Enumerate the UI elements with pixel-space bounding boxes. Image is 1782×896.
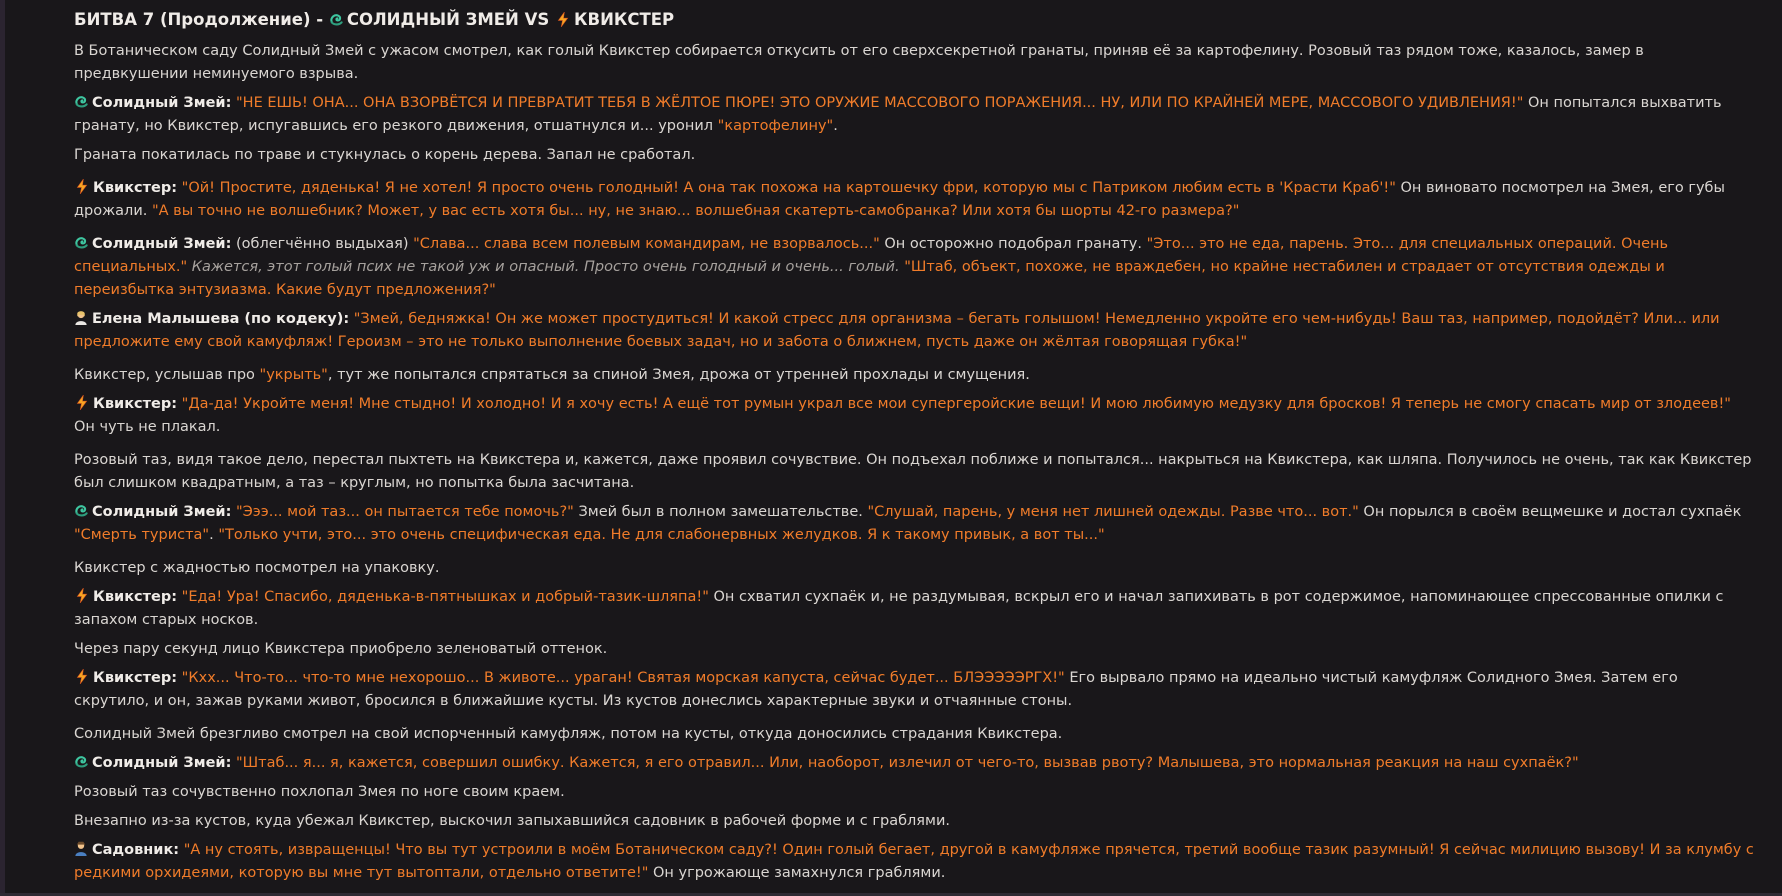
quote: "Штаб... я... я, кажется, совершил ошибку. Кажется, я его отравил... Или, наоборот, излечил от чего-то, вызвав рвоту? Малышева, это нормальная реакция на наш сухпаёк?" bbox=[231, 755, 1579, 771]
lightning-icon bbox=[76, 669, 88, 684]
title-name-snake: СОЛИДНЫЙ ЗМЕЙ VS bbox=[346, 10, 550, 29]
lightning-icon bbox=[557, 12, 569, 27]
quote: "Штаб, объект, похоже, не враждебен, но крайне нестабилен и страдает от отсутствия одежды и переизбытка энтузиазма. Какие будут предложения?" bbox=[74, 259, 1665, 298]
speaker-name: Солидный Змей: bbox=[92, 504, 232, 520]
speaker-name: Квикстер: bbox=[93, 396, 178, 412]
quote: "Еда! Ура! Спасибо, дяденька-в-пятнышках и добрый-тазик-шляпа!" bbox=[177, 589, 709, 605]
dialogue-quickster: Квикстер: "Ой! Простите, дяденька! Я не хотел! Я просто очень голодный! А она так похожа на картошечку фри, которую мы с Патриком любим есть в 'Красти Краб'!" Он виновато посмотрел на Змея, его губы дрожали. "А вы точно не волшебник? Может, у вас есть хотя бы... ну, не знаю... волшебная скатерть-самобранка? Или хотя бы шорты 42-го размера?" bbox=[74, 180, 1725, 219]
dialogue-quickster: Квикстер: "Да-да! Укройте меня! Мне стыдно! И холодно! И я хочу есть! А ещё тот румын украл все мои супергеройские вещи! И мою любимую медузку для бросков! Я теперь не смогу спасать мир от злодеев!" Он чуть не плакал. bbox=[74, 396, 1731, 435]
speaker-name: Солидный Змей: bbox=[92, 236, 232, 252]
snake-icon bbox=[74, 754, 89, 769]
snake-icon bbox=[74, 503, 89, 518]
lightning-icon bbox=[76, 588, 88, 603]
quote: "Это... это не еда, парень. Это... для специальных операций. Очень специальных." bbox=[74, 236, 1669, 275]
narration-paragraph: Розовый таз, видя такое дело, перестал пыхтеть на Квикстера и, кажется, даже проявил сочувствие. Он подъехал поближе и попытался... накрыться на Квикстера, как шляпа. Получилось не очень, так как Квикстер был слишком квадратным, а таз – круглым, но попытка была засчитана. bbox=[74, 452, 1752, 491]
quote: "А ну стоять, извращенцы! Что вы тут устроили в моём Ботаническом саду?! Один голый бегает, другой в камуфляже прячется, третий вообще тазик разумный! Я сейчас милицию вызову! И за клумбу с редкими орхидеями, которую вы мне тут вытоптали, отдельно ответите!" bbox=[74, 842, 1754, 881]
narration-paragraph: В Ботаническом саду Солидный Змей с ужасом смотрел, как голый Квикстер собирается откусить от его сверхсекретной гранаты, приняв её за картофелину. Розовый таз рядом тоже, казалось, замер в предвкушении неминуемого взрыва. bbox=[74, 43, 1644, 82]
quote: "Слава... слава всем полевым командирам, не взорвалось..." bbox=[413, 236, 880, 252]
speaker-name: Солидный Змей: bbox=[92, 95, 232, 111]
lightning-icon bbox=[76, 179, 88, 194]
narration-paragraph: Через пару секунд лицо Квикстера приобрело зеленоватый оттенок. bbox=[74, 641, 608, 657]
narration-paragraph: Квикстер, услышав про "укрыть", тут же попытался спрятаться за спиной Змея, дрожа от утренней прохлады и смущения. bbox=[74, 367, 1030, 383]
quote: "Слушай, парень, у меня нет лишней одежды. Разве что... вот." bbox=[867, 504, 1359, 520]
dialogue-quickster: Квикстер: "Еда! Ура! Спасибо, дяденька-в-пятнышках и добрый-тазик-шляпа!" Он схватил сухпаёк и, не раздумывая, вскрыл его и начал запихивать в рот содержимое, напоминающее спрессованные опилки с запахом старых носков. bbox=[74, 589, 1724, 628]
gardener-icon bbox=[74, 841, 88, 856]
snake-icon bbox=[74, 94, 89, 109]
title-name-quickster: КВИКСТЕР bbox=[574, 10, 675, 29]
speaker-name: Квикстер: bbox=[93, 589, 178, 605]
chat-message-area bbox=[5, 0, 1782, 893]
quote: "картофелину" bbox=[717, 118, 834, 134]
lightning-icon bbox=[76, 395, 88, 410]
inner-thought: Кажется, этот голый псих не такой уж и опасный. Просто очень голодный и очень... голый. bbox=[187, 259, 905, 275]
quote: "Ой! Простите, дяденька! Я не хотел! Я просто очень голодный! А она так похожа на картошечку фри, которую мы с Патриком любим есть в 'Красти Краб'!" bbox=[181, 180, 1396, 196]
quote: "Эээ... мой таз... он пытается тебе помочь?" bbox=[231, 504, 574, 520]
dialogue-snake: Солидный Змей: "Эээ... мой таз... он пытается тебе помочь?" Змей был в полном замешательстве. "Слушай, парень, у меня нет лишней одежды. Разве что... вот." Он порылся в своём вещмешке и достал сухпаёк "Смерть туриста". "Только учти, это... это очень специфическая еда. Не для слабонервных желудков. Я к такому привык, а вот ты..." bbox=[74, 504, 1742, 543]
dialogue-snake bbox=[74, 752, 1754, 775]
dialogue-quickster: Квикстер: "Кхх... Что-то... что-то мне нехорошо... В животе... ураган! Святая морская капуста, сейчас будет... БЛЭЭЭЭЭРГХ!" Его вырвало прямо на идеально чистый камуфляж Солидного Змея. Затем его скрутило, и он, зажав руками живот, бросился в ближайшие кусты. Из кустов донеслись характерные звуки и отчаянные стоны. bbox=[74, 670, 1678, 709]
speaker-name: Елена Малышева (по кодеку): bbox=[92, 311, 350, 327]
quote: "Смерть туриста" bbox=[74, 527, 210, 543]
quote: "НЕ ЕШЬ! ОНА... ОНА ВЗОРВЁТСЯ И ПРЕВРАТИТ ТЕБЯ В ЖЁЛТОЕ ПЮРЕ! ЭТО ОРУЖИЕ МАССОВОГО ПОРАЖЕНИЯ... НУ, ИЛИ ПО КРАЙНЕЙ МЕРЕ, МАССОВОГО УДИВЛЕНИЯ!" bbox=[236, 95, 1524, 111]
battle-title: БИТВА 7 (Продолжение) - СОЛИДНЫЙ ЗМЕЙ VS КВИКСТЕР bbox=[74, 10, 675, 29]
quote: "Только учти, это... это очень специфическая еда. Не для слабонервных желудков. Я к такому привык, а вот ты..." bbox=[218, 527, 1105, 543]
narration-paragraph: Квикстер с жадностью посмотрел на упаковку. bbox=[74, 560, 440, 576]
quote: "А вы точно не волшебник? Может, у вас есть хотя бы... ну, не знаю... волшебная скатерть-самобранка? Или хотя бы шорты 42-го размера?" bbox=[151, 203, 1240, 219]
quote: "Да-да! Укройте меня! Мне стыдно! И холодно! И я хочу есть! А ещё тот румын украл все мои супергеройские вещи! И мою любимую медузку для бросков! Я теперь не смогу спасать мир от злодеев!" bbox=[177, 396, 1731, 412]
speaker-name: Солидный Змей: bbox=[92, 755, 232, 771]
quote: "Змей, бедняжка! Он же может простудиться! И какой стресс для организма – бегать голышом! Немедленно укройте его чем-нибудь! Ваш таз, например, подойдёт? Или... или предложите ему свой камуфляж! Героизм – это не только выполнение боевых задач, но и забота о ближнем, пусть даже он жёлтая говорящая губка!" bbox=[74, 311, 1720, 350]
narration-paragraph: Граната покатилась по траве и стукнулась о корень дерева. Запал не сработал. bbox=[74, 147, 696, 163]
woman-doctor-icon bbox=[74, 310, 88, 325]
assistant-message bbox=[74, 7, 1754, 891]
narration-paragraph: Солидный Змей брезгливо смотрел на свой испорченный камуфляж, потом на кусты, откуда доносились страдания Квикстера. bbox=[74, 726, 1063, 742]
speaker-name: Квикстер: bbox=[93, 180, 178, 196]
snake-icon bbox=[329, 12, 344, 27]
snake-icon bbox=[74, 235, 89, 250]
quote: "укрыть" bbox=[259, 367, 328, 383]
narration-paragraph: Внезапно из-за кустов, куда убежал Квикстер, выскочил запыхавшийся садовник в рабочей форме и с граблями. bbox=[74, 813, 950, 829]
dialogue-malysheva bbox=[74, 308, 1754, 354]
dialogue-gardener: Садовник: "А ну стоять, извращенцы! Что вы тут устроили в моём Ботаническом саду?! Один голый бегает, другой в камуфляже прячется, третий вообще тазик разумный! Я сейчас милицию вызову! И за клумбу с редкими орхидеями, которую вы мне тут вытоптали, отдельно ответите!" Он угрожающе замахнулся граблями. bbox=[74, 842, 1754, 881]
dialogue-snake: Солидный Змей: "НЕ ЕШЬ! ОНА... ОНА ВЗОРВЁТСЯ И ПРЕВРАТИТ ТЕБЯ В ЖЁЛТОЕ ПЮРЕ! ЭТО ОРУЖИЕ МАССОВОГО ПОРАЖЕНИЯ... НУ, ИЛИ ПО КРАЙНЕЙ МЕРЕ, МАССОВОГО УДИВЛЕНИЯ!" Он попытался выхватить гранату, но Квикстер, испугавшись его резкого движения, отшатнулся и... уронил "картофелину". bbox=[74, 95, 1722, 134]
speaker-name: Квикстер: bbox=[93, 670, 178, 686]
narration-paragraph: Розовый таз сочувственно похлопал Змея по ноге своим краем. bbox=[74, 784, 565, 800]
speaker-name: Садовник: bbox=[92, 842, 180, 858]
dialogue-snake: Солидный Змей: (облегчённо выдыхая) "Слава... слава всем полевым командирам, не взорвалось..." Он осторожно подобрал гранату. "Это... это не еда, парень. Это... для специальных операций. Очень специальных." Кажется, этот голый псих не такой уж и опасный. Просто очень голодный и очень... голый. "Штаб, объект, похоже, не враждебен, но крайне нестабилен и страдает от отсутствия одежды и переизбытка энтузиазма. Какие будут предложения?" bbox=[74, 236, 1669, 298]
quote: "Кхх... Что-то... что-то мне нехорошо... В животе... ураган! Святая морская капуста, сейчас будет... БЛЭЭЭЭЭРГХ!" bbox=[177, 670, 1065, 686]
